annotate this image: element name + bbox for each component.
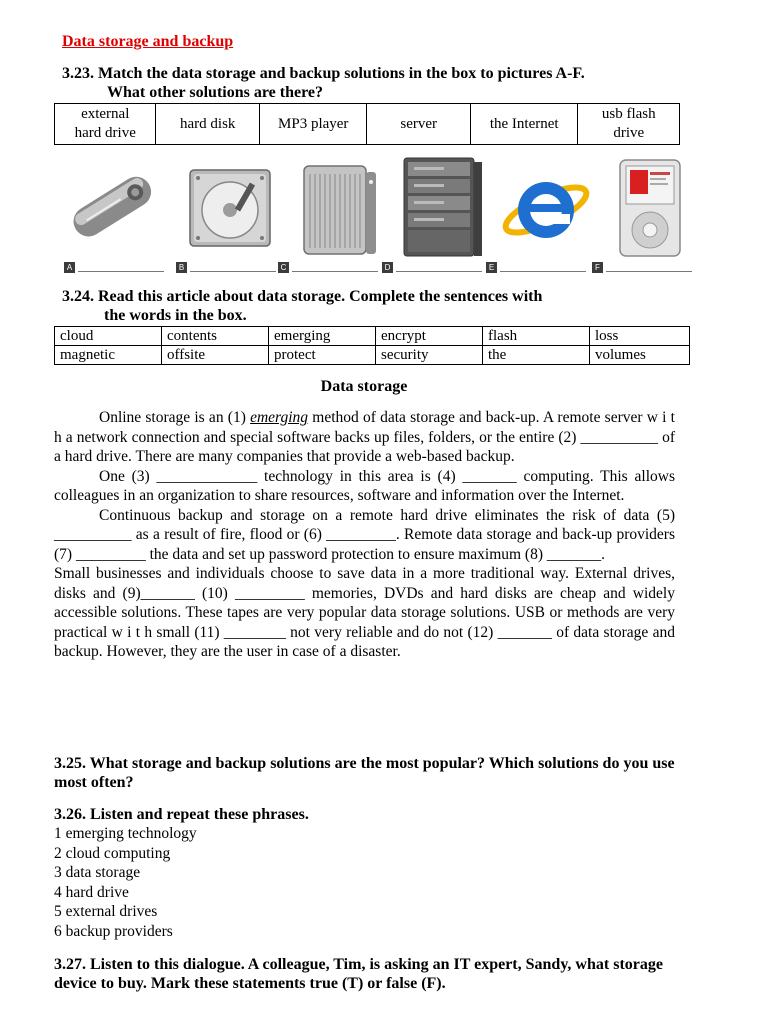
pictures-row (60, 152, 682, 274)
box-cell: external hard drive (55, 104, 156, 145)
box-cell: cloud (55, 327, 162, 346)
box-cell: offsite (162, 346, 269, 365)
box-cell: server (367, 104, 470, 145)
word-box-323 (54, 103, 680, 145)
box-cell: emerging (269, 327, 376, 346)
box-cell: flash (483, 327, 590, 346)
picture-letter-b: B (176, 262, 187, 273)
table-row (55, 327, 690, 346)
article-body (54, 408, 675, 662)
article-paragraph-2: One (3) _____________ technology in this area is (4) _______ computing. This allows colleagues in an organization to share resources, software and information over the Internet. (54, 467, 675, 504)
box-cell: encrypt (376, 327, 483, 346)
box-cell: volumes (590, 346, 690, 365)
internet-explorer-icon (500, 152, 596, 260)
exercise-326-title: 3.26. Listen and repeat these phrases. (54, 806, 309, 823)
box-cell: contents (162, 327, 269, 346)
exercise-324-line2: the words in the box. (104, 307, 247, 324)
box-cell: magnetic (55, 346, 162, 365)
table-row (55, 346, 690, 365)
hard-disk-icon (182, 152, 278, 260)
list-item: 6 backup providers (54, 922, 173, 940)
article-paragraph-3: Continuous backup and storage on a remote hard drive eliminates the risk of data (5) __________ as a result of fire, flood or (6) _________. Remote data storage and back-up providers (7) _________ the data and set up password protection to ensure maximum (8) _______. (54, 506, 675, 563)
article-paragraph-1: Online storage is an (1) emerging method of data storage and back-up. A remote server w i t h a network connection and special software backs up files, folders, or the entire (2) __________ of a hard drive. There are many companies that provide a web-based backup. (54, 409, 675, 465)
phrase-list (54, 824, 197, 941)
server-icon (394, 152, 490, 260)
box-cell: the (483, 346, 590, 365)
exercise-325 (54, 754, 684, 792)
picture-letter-f: F (592, 262, 603, 273)
exercise-323-title (62, 64, 585, 102)
usb-flash-drive-icon (64, 152, 160, 260)
exercise-324-line1: 3.24. Read this article about data storage. Complete the sentences with (62, 288, 543, 305)
box-cell: loss (590, 327, 690, 346)
list-item: 4 hard drive (54, 883, 129, 901)
box-cell: security (376, 346, 483, 365)
box-cell: MP3 player (259, 104, 367, 145)
word-box-324 (54, 326, 690, 365)
exercise-324-title (62, 287, 542, 325)
list-item: 2 cloud computing (54, 844, 171, 862)
picture-letter-a: A (64, 262, 75, 273)
box-cell: the Internet (470, 104, 578, 145)
external-hard-drive-icon (292, 152, 388, 260)
section-title: Data storage and backup (62, 33, 234, 50)
picture-letter-e: E (486, 262, 497, 273)
article-title: Data storage (320, 378, 408, 395)
picture-letter-c: C (278, 262, 289, 273)
picture-letter-d: D (382, 262, 393, 273)
list-item: 1 emerging technology (54, 825, 197, 842)
list-item: 5 external drives (54, 903, 158, 920)
box-cell: protect (269, 346, 376, 365)
exercise-327 (54, 955, 684, 993)
list-item: 3 data storage (54, 864, 141, 881)
article-paragraph-4: Small businesses and individuals choose to save data in a more traditional way. External drives, disks and (9)_______ (10) _________ memories, DVDs and hard disks are cheap and widely accessible solutions. These tapes are very popular data storage solutions. USB or methods are very practical w i t h small (11) ________ not very reliable and do not (12) _______ of data storage and backup. However, they are the user in case of a disaster. (54, 565, 675, 660)
exercise-326 (54, 805, 684, 824)
box-cell: usb flash drive (578, 104, 680, 145)
exercise-327-title: 3.27. Listen to this dialogue. A colleague, Tim, is asking an IT expert, Sandy, what storage device to buy. Mark these statements true (T) or false (F). (54, 956, 663, 992)
exercise-323-line1: 3.23. Match the data storage and backup solutions in the box to pictures A-F. (62, 65, 585, 82)
box-cell: hard disk (156, 104, 259, 145)
mp3-player-icon (608, 152, 704, 260)
exercise-323-line2: What other solutions are there? (107, 84, 323, 101)
exercise-325-title: 3.25. What storage and backup solutions are the most popular? Which solutions do you use most often? (54, 755, 675, 791)
